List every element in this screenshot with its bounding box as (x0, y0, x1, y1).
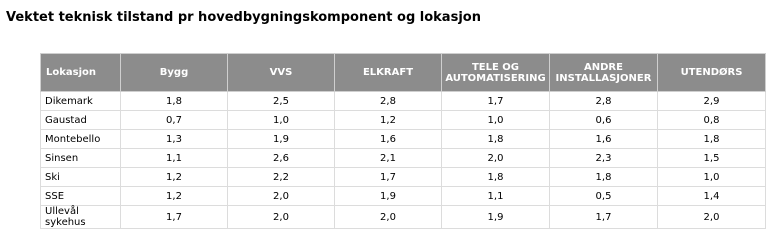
cell-andre-installasjoner: 2,8 (550, 92, 658, 111)
cell-utendors: 1,8 (658, 130, 766, 149)
cell-location: Sinsen (41, 149, 121, 168)
cell-elkraft: 2,8 (335, 92, 442, 111)
cell-elkraft: 1,7 (335, 168, 442, 187)
cell-vvs: 2,2 (228, 168, 335, 187)
cell-tele-og-automatisering: 1,7 (442, 92, 550, 111)
cell-vvs: 2,6 (228, 149, 335, 168)
cell-utendors: 2,9 (658, 92, 766, 111)
cell-vvs: 2,0 (228, 187, 335, 206)
cell-vvs: 2,5 (228, 92, 335, 111)
cell-location: Ullevål sykehus (41, 206, 121, 229)
cell-tele-og-automatisering: 2,0 (442, 149, 550, 168)
cell-tele-og-automatisering: 1,1 (442, 187, 550, 206)
cell-bygg: 1,7 (121, 206, 228, 229)
cell-bygg: 1,2 (121, 187, 228, 206)
cell-andre-installasjoner: 1,8 (550, 168, 658, 187)
table-header-row (41, 54, 766, 92)
cell-andre-installasjoner: 0,5 (550, 187, 658, 206)
cell-location: SSE (41, 187, 121, 206)
cell-elkraft: 1,9 (335, 187, 442, 206)
column-header-elkraft: ELKRAFT (335, 54, 442, 92)
cell-tele-og-automatisering: 1,9 (442, 206, 550, 229)
column-header-bygg: Bygg (121, 54, 228, 92)
cell-location: Gaustad (41, 111, 121, 130)
cell-bygg: 0,7 (121, 111, 228, 130)
cell-andre-installasjoner: 1,6 (550, 130, 658, 149)
cell-location: Montebello (41, 130, 121, 149)
cell-location: Ski (41, 168, 121, 187)
cell-location: Dikemark (41, 92, 121, 111)
table-row (41, 130, 766, 149)
page-title: Vektet teknisk tilstand pr hovedbygningskomponent og lokasjon (6, 10, 481, 25)
cell-vvs: 2,0 (228, 206, 335, 229)
cell-tele-og-automatisering: 1,8 (442, 168, 550, 187)
cell-bygg: 1,2 (121, 168, 228, 187)
column-header-andre-installasjoner: ANDRE INSTALLASJONER (550, 54, 658, 92)
column-header-vvs: VVS (228, 54, 335, 92)
cell-andre-installasjoner: 2,3 (550, 149, 658, 168)
cell-elkraft: 1,6 (335, 130, 442, 149)
cell-andre-installasjoner: 0,6 (550, 111, 658, 130)
cell-vvs: 1,9 (228, 130, 335, 149)
cell-utendors: 1,0 (658, 168, 766, 187)
cell-vvs: 1,0 (228, 111, 335, 130)
cell-utendors: 1,4 (658, 187, 766, 206)
column-header-utendors: UTENDØRS (658, 54, 766, 92)
cell-utendors: 2,0 (658, 206, 766, 229)
cell-tele-og-automatisering: 1,8 (442, 130, 550, 149)
table-row (41, 206, 766, 229)
cell-elkraft: 1,2 (335, 111, 442, 130)
condition-table (40, 53, 766, 229)
cell-utendors: 0,8 (658, 111, 766, 130)
table-row (41, 168, 766, 187)
table-row (41, 187, 766, 206)
column-header-tele-og-automatisering: TELE OG AUTOMATISERING (442, 54, 550, 92)
table-row (41, 92, 766, 111)
cell-elkraft: 2,1 (335, 149, 442, 168)
cell-elkraft: 2,0 (335, 206, 442, 229)
cell-tele-og-automatisering: 1,0 (442, 111, 550, 130)
cell-utendors: 1,5 (658, 149, 766, 168)
table-row (41, 111, 766, 130)
table-row (41, 149, 766, 168)
cell-andre-installasjoner: 1,7 (550, 206, 658, 229)
column-header-lokasjon: Lokasjon (41, 54, 121, 92)
cell-bygg: 1,3 (121, 130, 228, 149)
cell-bygg: 1,8 (121, 92, 228, 111)
cell-bygg: 1,1 (121, 149, 228, 168)
